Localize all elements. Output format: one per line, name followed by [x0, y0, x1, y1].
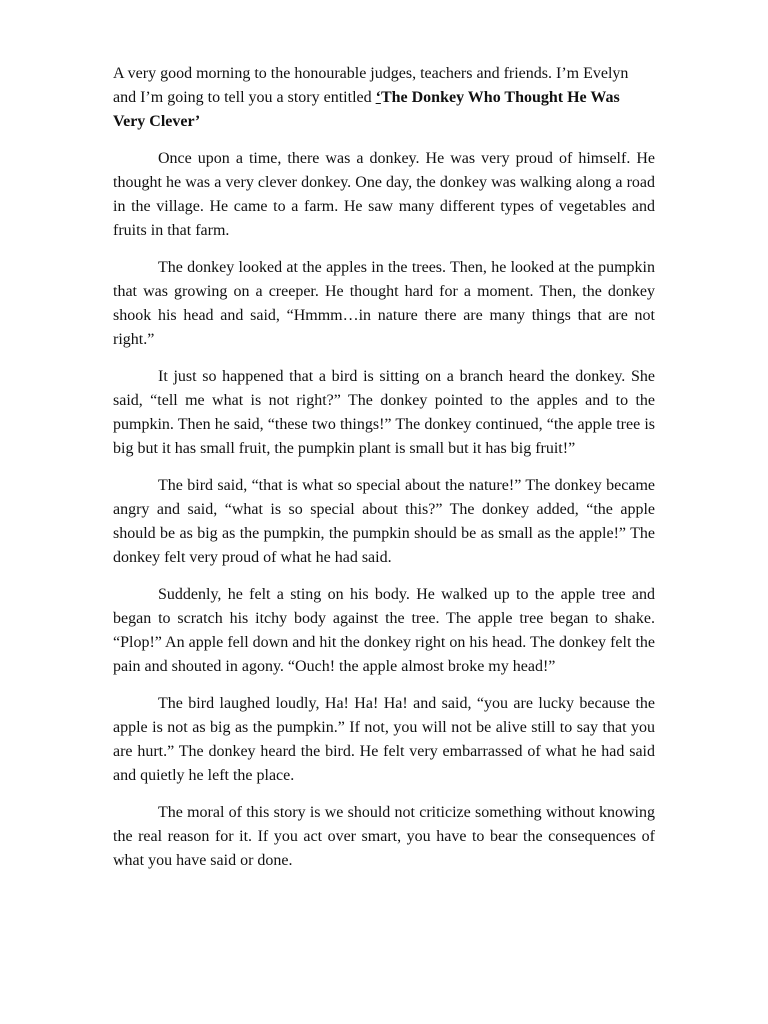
- story-title: The Donkey Who Thought He Was Very Clever’: [113, 89, 620, 130]
- story-paragraph-3: It just so happened that a bird is sitting on a branch heard the donkey. She said, “tell me what is not right?” The donkey pointed to the apples and to the pumpkin. Then he said, “these two things!” The donkey continued, “the apple tree is big but it has small fruit, the pumpkin plant is small but it has big fruit!”: [113, 368, 655, 457]
- story-paragraph-2: The donkey looked at the apples in the trees. Then, he looked at the pumpkin that was growing on a creeper. He thought hard for a moment. Then, the donkey shook his head and said, “Hmmm…in nature there are many things that are not right.”: [113, 259, 655, 348]
- intro-paragraph: [113, 62, 655, 134]
- story-paragraph-6: The bird laughed loudly, Ha! Ha! Ha! and said, “you are lucky because the apple is not as big as the pumpkin.” If not, you will not be alive still to say that you are hurt.” The donkey heard the bird. He felt very embarrassed of what he had said and quietly he left the place.: [113, 695, 655, 784]
- story-paragraph-1: Once upon a time, there was a donkey. He was very proud of himself. He thought he was a very clever donkey. One day, the donkey was walking along a road in the village. He came to a farm. He saw many different types of vegetables and fruits in that farm.: [113, 150, 655, 239]
- story-paragraph-4: The bird said, “that is what so special about the nature!” The donkey became angry and said, “what is so special about this?” The donkey added, “the apple should be as big as the pumpkin, the pumpkin should be as small as the apple!” The donkey felt very proud of what he had said.: [113, 477, 655, 566]
- intro-text: A very good morning to the honourable judges, teachers and friends. I’m Evelyn and I’m going to tell you a story entitled: [113, 65, 629, 106]
- story-paragraph-5: Suddenly, he felt a sting on his body. He walked up to the apple tree and began to scratch his itchy body against the tree. The apple tree began to shake. “Plop!” An apple fell down and hit the donkey right on his head. The donkey felt the pain and shouted in agony. “Ouch! the apple almost broke my head!”: [113, 586, 655, 675]
- moral-paragraph: The moral of this story is we should not criticize something without knowing the real reason for it. If you act over smart, you have to bear the consequences of what you have said or done.: [113, 804, 655, 869]
- title-open-quote: ‘: [375, 89, 381, 106]
- document-page: [113, 62, 655, 886]
